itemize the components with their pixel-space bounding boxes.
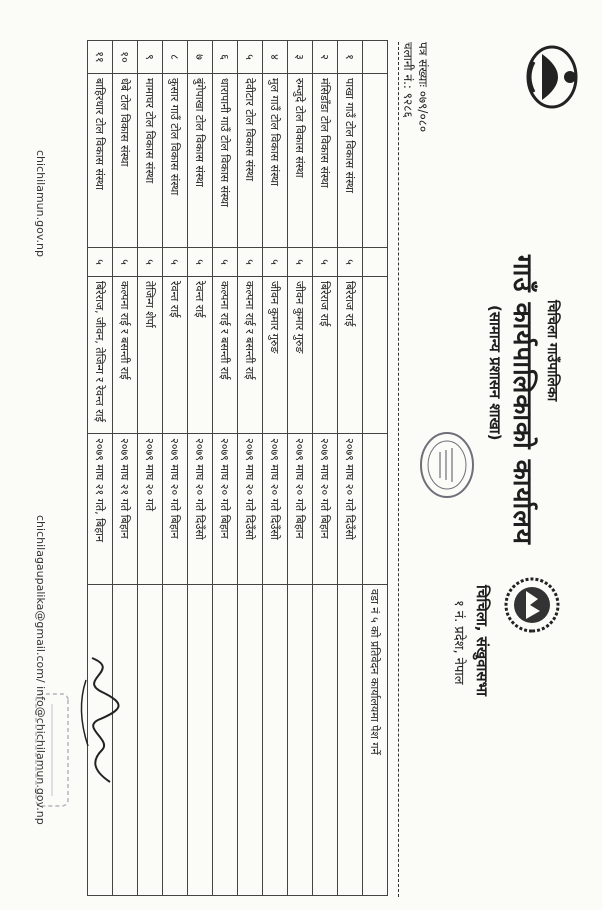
row-organization: बाहिरधार टोल विकास संस्था [88, 74, 113, 248]
office-seal-icon [418, 430, 476, 500]
row-count: ५ [163, 248, 188, 277]
table-row [188, 41, 213, 896]
address-line-2: १ नं. प्रदेश, नेपाल [451, 600, 466, 685]
separator-line [398, 42, 399, 897]
office-title: गाउँ कार्यपालिकाको कार्यालय [507, 255, 537, 545]
row-remark [163, 585, 188, 896]
row-facilitator: बिरेराज राई [313, 277, 338, 434]
row-remark [263, 585, 288, 896]
table-row [338, 41, 363, 896]
row-count: ५ [263, 248, 288, 277]
row-serial: ८ [163, 41, 188, 74]
row-serial: ११ [88, 41, 113, 74]
website-text: chichilamun.gov.np [34, 150, 47, 257]
email-text: chichilagaupalika@gmail.com/ info@chichilamun.gov.np [34, 515, 47, 825]
address-line-1: चिचिला, संखुवासभा [473, 585, 491, 697]
row-count: ५ [238, 248, 263, 277]
row-serial: १ [338, 41, 363, 74]
row-organization: मुल गाउँ टोल विकास संस्था [263, 74, 288, 248]
row-count: ५ [138, 248, 163, 277]
row-serial: ७ [188, 41, 213, 74]
letter-number: पत्र संख्याः ०७९/०८० [416, 42, 430, 133]
row-date: २०७९ माघ २० गते बिहान [163, 434, 188, 585]
row-serial: ३ [288, 41, 313, 74]
row-organization: रुम्जुदे टोल विकास संस्था [288, 74, 313, 248]
row-serial: ६ [213, 41, 238, 74]
row-date: २०७९ माघ २० गते दिउँसो [238, 434, 263, 585]
row-facilitator: कल्पना राई र बसन्ती राई [213, 277, 238, 434]
row-date: २०७९ माघ २० गते दिउँसो [188, 434, 213, 585]
row-facilitator: रेवन्त राई [188, 277, 213, 434]
row-date: २०७९ माघ २० गते बिहान [288, 434, 313, 585]
signature-icon [72, 650, 132, 790]
row-count: ५ [113, 248, 138, 277]
row-facilitator: कल्पना राई र बसन्ती राई [238, 277, 263, 434]
row-count: ५ [338, 248, 363, 277]
row-serial: ४ [263, 41, 288, 74]
row-date: २०७९ माघ २० गते दिउँसो [263, 434, 288, 585]
row-serial: १० [113, 41, 138, 74]
row-facilitator: कल्पना राई र बसन्ती राई [113, 277, 138, 434]
row-facilitator: रेवन्त राई [163, 277, 188, 434]
row-count: ५ [188, 248, 213, 277]
row-organization: मामाघर टोल विकास संस्था [138, 74, 163, 248]
row-facilitator: जीवन कुमार गुरुङ [288, 277, 313, 434]
row-remark [188, 585, 213, 896]
row-date: २०७९ माघ २० गते [138, 434, 163, 585]
row-facilitator: जीवन कुमार गुरुङ [263, 277, 288, 434]
section-title: (सामान्य प्रशासन शाखा) [486, 305, 504, 441]
row-serial: २ [313, 41, 338, 74]
nepal-emblem-icon [524, 42, 584, 112]
row-organization: कुसार गाउँ टोल विकास संस्था [163, 74, 188, 248]
row-facilitator: बिरेराज राई [338, 277, 363, 434]
row-organization: धेबे टोल विकास संस्था [113, 74, 138, 248]
row-organization: बुंगेपाखा टोल विकास संस्था [188, 74, 213, 248]
row-count: ५ [88, 248, 113, 277]
table-header-row [363, 41, 388, 896]
row-remark [313, 585, 338, 896]
table-row [263, 41, 288, 896]
row-count: ५ [313, 248, 338, 277]
row-organization: मंसिडाँडा टोल विकास संस्था [313, 74, 338, 248]
row-count: ५ [288, 248, 313, 277]
table-row [163, 41, 188, 896]
row-serial: ५ [238, 41, 263, 74]
row-organization: धारापानी गाउँ टोल विकास संस्था [213, 74, 238, 248]
row-facilitator: बिरेराज, जीवन, तेजिन्ग र रेवन्त राई [88, 277, 113, 434]
table-row [213, 41, 238, 896]
row-remark [288, 585, 313, 896]
row-remark [238, 585, 263, 896]
municipality-logo-icon [502, 575, 562, 635]
row-date: २०७९ माघ २१ गते, बिहान [88, 434, 113, 585]
schedule-table [87, 40, 388, 896]
row-organization: पाखा गाउँ टोल विकास संस्था [338, 74, 363, 248]
row-remark [213, 585, 238, 896]
row-date: २०७९ माघ २० गते बिहान [313, 434, 338, 585]
row-serial: ९ [138, 41, 163, 74]
row-date: २०७९ माघ २० गते बिहान [213, 434, 238, 585]
row-facilitator: तेजिन्ग शेर्पा [138, 277, 163, 434]
row-date: २०७९ माघ २१ गते बिहान [113, 434, 138, 585]
table-row [238, 41, 263, 896]
table-row [313, 41, 338, 896]
row-organization: देवीटार टोल विकास संस्था [238, 74, 263, 248]
row-remark [338, 585, 363, 896]
dispatch-number: चलानी नं.: ९२८६ [401, 42, 415, 118]
municipality-name: चिचिला गाउँपालिका [544, 300, 560, 402]
row-date: २०७९ माघ २० गते दिउँसो [338, 434, 363, 585]
header-note: वडा नं ५ को प्रतिवेदन कार्यालयमा पेश गर्ने [363, 585, 388, 896]
row-count: ५ [213, 248, 238, 277]
table-row [138, 41, 163, 896]
row-remark [138, 585, 163, 896]
table-row [288, 41, 313, 896]
